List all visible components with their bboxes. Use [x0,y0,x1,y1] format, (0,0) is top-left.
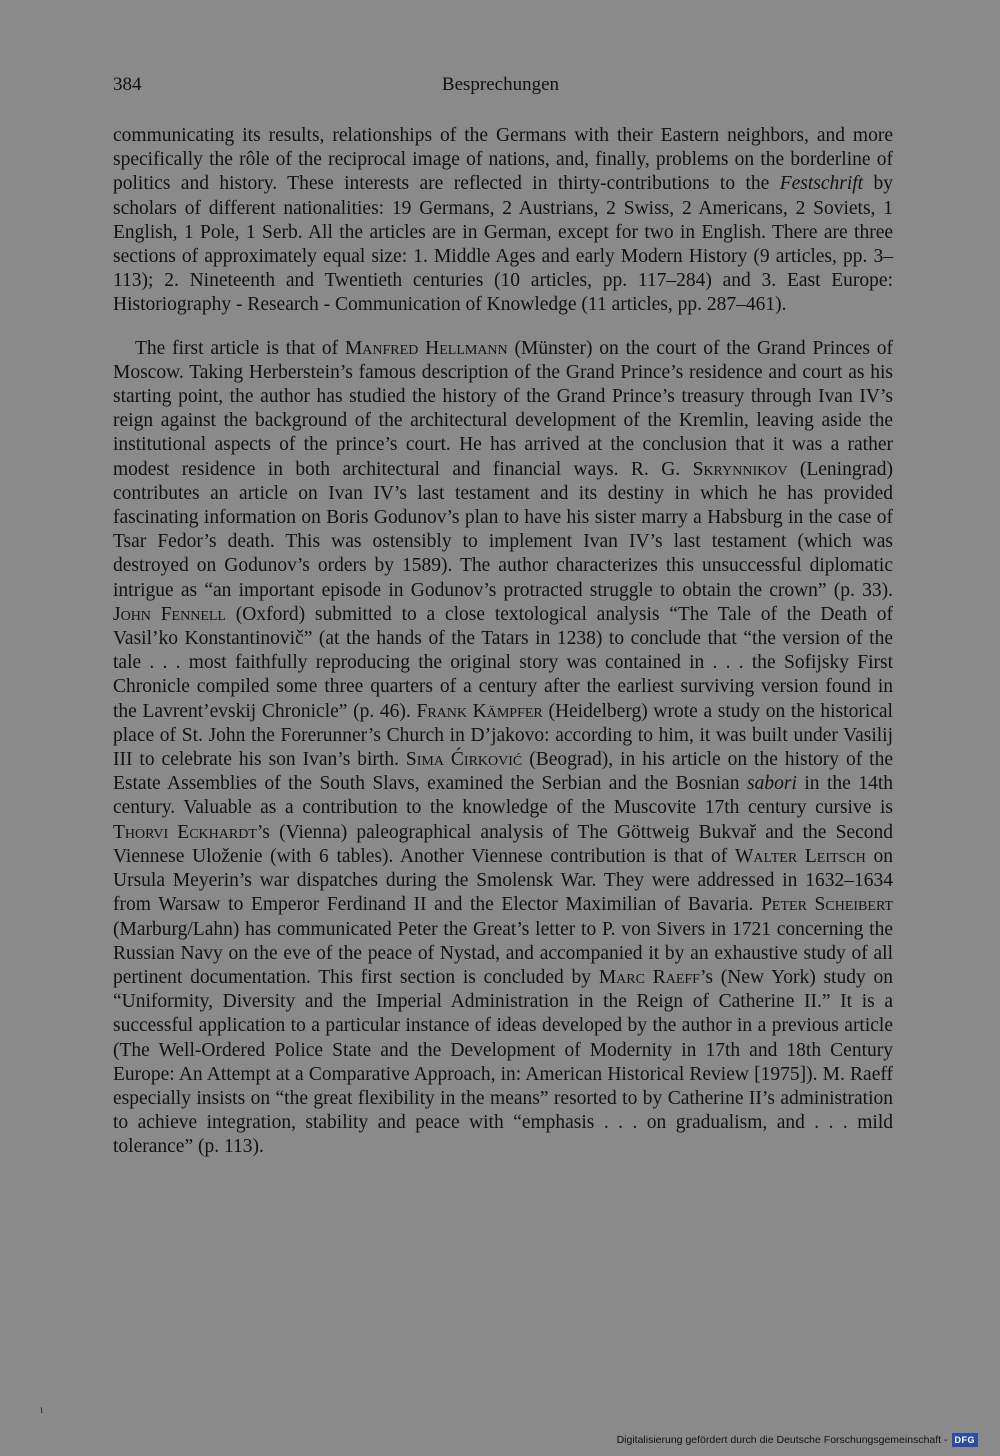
author-name: Sima Ćirković [405,749,523,771]
author-name: Frank Kämpfer [416,700,543,722]
author-name: Thorvi Eckhardt [113,821,257,843]
paragraph-1 [113,124,893,318]
author-name: Manfred Hellmann [344,337,508,359]
author-name: Skrynnikov [692,458,788,480]
italic-title: Festschrift [779,173,864,195]
text-run: (Heidelberg) wrote a study on the historical place of St. John the Forerunner’s Church in D’jakovo: according to him, it was built under Vasilij III to celebrate his son Ivan’s birth. [113,700,893,771]
text-run: communicating its results, relationships of the Germans with their Eastern neighbors, and more specifically the rôle of the reciprocal image of nations, and, finally, problems on the borderline of politics and history. These interests are reflected in thirty-contributions to the [113,125,893,195]
digitization-footer [617,1432,978,1448]
text-run: by scholars of different nationalities: 19 Germans, 2 Austrians, 2 Swiss, 2 Americans, 2 Soviets, 1 English, 1 Pole, 1 Serb. All the articles are in German, except for two in English. There are three sections of approximately equal size: 1. Middle Ages and early Modern History (9 articles, pp. 3–113); 2. Nineteenth and Twentieth centuries (10 articles, pp. 117–284) and 3. East Europe: Historiography - Research - Communication of Knowledge (11 articles, pp. 287–461). [113,173,894,316]
text-run: on Ursula Meyerin’s war dispatches during the Smolensk War. They were addressed in 1632–1634 from Warsaw to Emperor Ferdinand II and the Elector Maximilian of Bavaria. [113,845,894,916]
author-name: Walter Leitsch [734,845,866,867]
italic-term: sabori [747,773,797,795]
running-head: Besprechungen [441,74,560,95]
text-run: (Leningrad) contributes an article on Ivan IV’s last testament and its destiny in which he has provided fascinating information on Boris Godunov’s plan to have his sister marry a Habsburg in the case of Tsar Fedor’s death. This was ostensibly to implement Ivan IV’s last testament (which was destroyed on Godunov’s orders by 1589). The author characterizes this unsuccessful diplomatic intrigue as “an important episode in Godunov’s protracted struggle to obtain the crown” (p. 33). [113,458,893,601]
margin-mark: ι [40,1402,44,1416]
text-run: The first article is that of [135,337,345,359]
text-run: (Beograd), in his article on the history of the Estate Assemblies of the South Slavs, examined the Serbian and the Bosnian [113,749,893,795]
text-run: in the 14th century. Valuable as a contribution to the knowledge of the Muscovite 17th century cursive is [113,773,893,819]
text-run: (Oxford) submitted to a close textological analysis “The Tale of the Death of Vasil’ko Konstantinovič” (at the hands of the Tatars in 1238) to conclude that “the version of the tale . . . most faithfully reproducing the original story was contained in . . . the Sofijsky First Chronicle compiled some three quarters of a century after the earliest surviving version found in the Lavrent’evskij Chronicle” (p. 46). [113,603,893,722]
text-run: (Marburg/Lahn) has communicated Peter the Great’s letter to P. von Sivers in 1721 concerning the Russian Navy on the eve of the peace of Nystad, and accompanied it by an exhaustive study of all pertinent documentation. This first section is concluded by [113,918,893,988]
text-run: ’s (New York) study on “Uniformity, Diversity and the Imperial Administration in the Reign of Catherine II.” It is a successful application to a particular instance of ideas developed by the author in a previous article (The Well-Ordered Police State and the Development of Modernity in 17th and 18th Century Europe: An Attempt at a Comparative Approach, in: American Historical Review [1975]). M. Raeff especially insists on “the great flexibility in the means” resorted to by Catherine II’s administration to achieve integration, stability and peace with “emphasis . . . on gradualism, and . . . mild tolerance” (p. 113). [113,966,893,1158]
page-header [113,70,888,100]
author-name: Peter Scheibert [761,894,893,916]
text-run: ’s (Vienna) paleographical analysis of The Göttweig Bukvař and the Second Viennese Uloženie (with 6 tables). Another Viennese contribution is that of [113,821,894,867]
paragraph-2 [113,337,893,1160]
text-run: (Münster) on the court of the Grand Princes of Moscow. Taking Herberstein’s famous description of the Grand Prince’s residence and court as his starting point, the author has studied the history of the Grand Prince’s treasury through Ivan IV’s reign against the background of the architectural development of the Kremlin, leaving aside the institutional aspects of the prince’s court. He has arrived at the conclusion that it was a rather modest residence in both architectural and financial ways. R. G. [113,337,893,480]
page-number: 384 [113,74,142,95]
article-body [113,124,893,1160]
author-name: John Fennell [113,603,226,625]
author-name: Marc Raeff [598,966,700,988]
funding-notice: Digitalisierung gefördert durch die Deutsche Forschungsgemeinschaft - [616,1434,948,1446]
dfg-logo: DFG [952,1433,979,1447]
